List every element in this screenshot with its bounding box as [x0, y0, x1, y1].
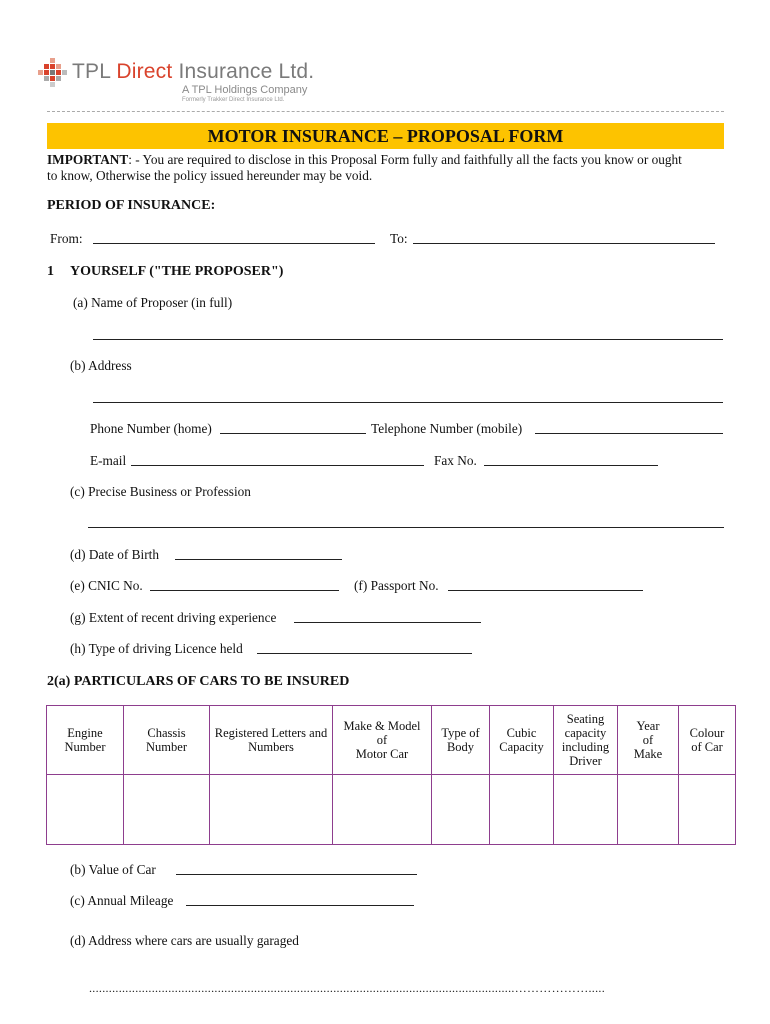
company-logo-text: TPL Direct Insurance Ltd.: [72, 60, 315, 83]
dob-label: (d) Date of Birth: [70, 547, 159, 562]
email-field[interactable]: [131, 465, 424, 466]
address-label: (b) Address: [70, 358, 132, 373]
email-label: E-mail: [90, 453, 127, 468]
col-engine-number: Engine Number: [47, 706, 124, 775]
period-to-field[interactable]: [413, 243, 715, 244]
period-from-field[interactable]: [93, 243, 375, 244]
phone-home-label: Phone Number (home): [90, 421, 212, 436]
passport-label: (f) Passport No.: [354, 578, 439, 593]
section1-heading: YOURSELF ("THE PROPOSER"): [70, 264, 284, 279]
period-to-label: To:: [390, 231, 408, 246]
fax-label: Fax No.: [434, 453, 477, 468]
driving-experience-field[interactable]: [294, 622, 481, 623]
important-notice-line1: IMPORTANT: - You are required to disclose in this Proposal Form fully and faithfully all the facts you know or ought: [47, 152, 682, 167]
col-type-of-body: Type of Body: [432, 706, 490, 775]
col-make-model: Make & Model of Motor Car: [333, 706, 432, 775]
important-notice-line2: to know, Otherwise the policy issued hereunder may be void.: [47, 168, 373, 183]
cars-table: [46, 705, 736, 845]
phone-home-field[interactable]: [220, 433, 366, 434]
proposer-name-label: (a) Name of Proposer (in full): [73, 295, 233, 310]
company-former-name: Formerly Trakker Direct Insurance Ltd.: [182, 97, 285, 103]
cnic-field[interactable]: [150, 590, 339, 591]
cnic-label: (e) CNIC No.: [70, 578, 143, 593]
licence-type-field[interactable]: [257, 653, 472, 654]
header-divider: [47, 111, 724, 112]
logo-mark-icon: [38, 58, 68, 88]
col-chassis-number: Chassis Number: [124, 706, 210, 775]
phone-mobile-label: Telephone Number (mobile): [371, 421, 523, 436]
dob-field[interactable]: [175, 559, 342, 560]
col-registered-letters: Registered Letters and Numbers: [210, 706, 333, 775]
fax-field[interactable]: [484, 465, 658, 466]
business-field[interactable]: [88, 527, 724, 528]
period-heading: PERIOD OF INSURANCE:: [47, 198, 216, 213]
section1-number: 1: [47, 264, 54, 279]
car-value-field[interactable]: [176, 874, 417, 875]
annual-mileage-field[interactable]: [186, 905, 414, 906]
section2-heading: 2(a) PARTICULARS OF CARS TO BE INSURED: [47, 674, 350, 689]
passport-field[interactable]: [448, 590, 643, 591]
phone-mobile-field[interactable]: [535, 433, 723, 434]
proposer-name-field[interactable]: [93, 339, 723, 340]
cell-cubic-capacity[interactable]: [490, 775, 554, 845]
col-year-of-make: Year of Make: [618, 706, 679, 775]
form-title: MOTOR INSURANCE – PROPOSAL FORM: [47, 123, 724, 149]
company-tagline: A TPL Holdings Company: [182, 84, 308, 96]
period-from-label: From:: [50, 231, 83, 246]
cell-colour-of-car[interactable]: [679, 775, 736, 845]
cell-make-model[interactable]: [333, 775, 432, 845]
col-cubic-capacity: Cubic Capacity: [490, 706, 554, 775]
address-field[interactable]: [93, 402, 723, 403]
cell-seating-capacity[interactable]: [554, 775, 618, 845]
cell-type-of-body[interactable]: [432, 775, 490, 845]
driving-experience-label: (g) Extent of recent driving experience: [70, 610, 277, 625]
garage-address-field[interactable]: .................................................................................................................................……………….....: [89, 981, 605, 995]
col-seating-capacity: Seating capacity including Driver: [554, 706, 618, 775]
business-label: (c) Precise Business or Profession: [70, 484, 251, 499]
cell-year-of-make[interactable]: [618, 775, 679, 845]
licence-type-label: (h) Type of driving Licence held: [70, 641, 243, 656]
col-colour-of-car: Colour of Car: [679, 706, 736, 775]
cell-chassis-number[interactable]: [124, 775, 210, 845]
cars-table-header-row: [47, 706, 736, 775]
car-value-label: (b) Value of Car: [70, 862, 156, 877]
cars-table-entry-row: [47, 775, 736, 845]
garage-address-label: (d) Address where cars are usually garaged: [70, 933, 299, 948]
cell-registered-letters[interactable]: [210, 775, 333, 845]
annual-mileage-label: (c) Annual Mileage: [70, 893, 174, 908]
cell-engine-number[interactable]: [47, 775, 124, 845]
